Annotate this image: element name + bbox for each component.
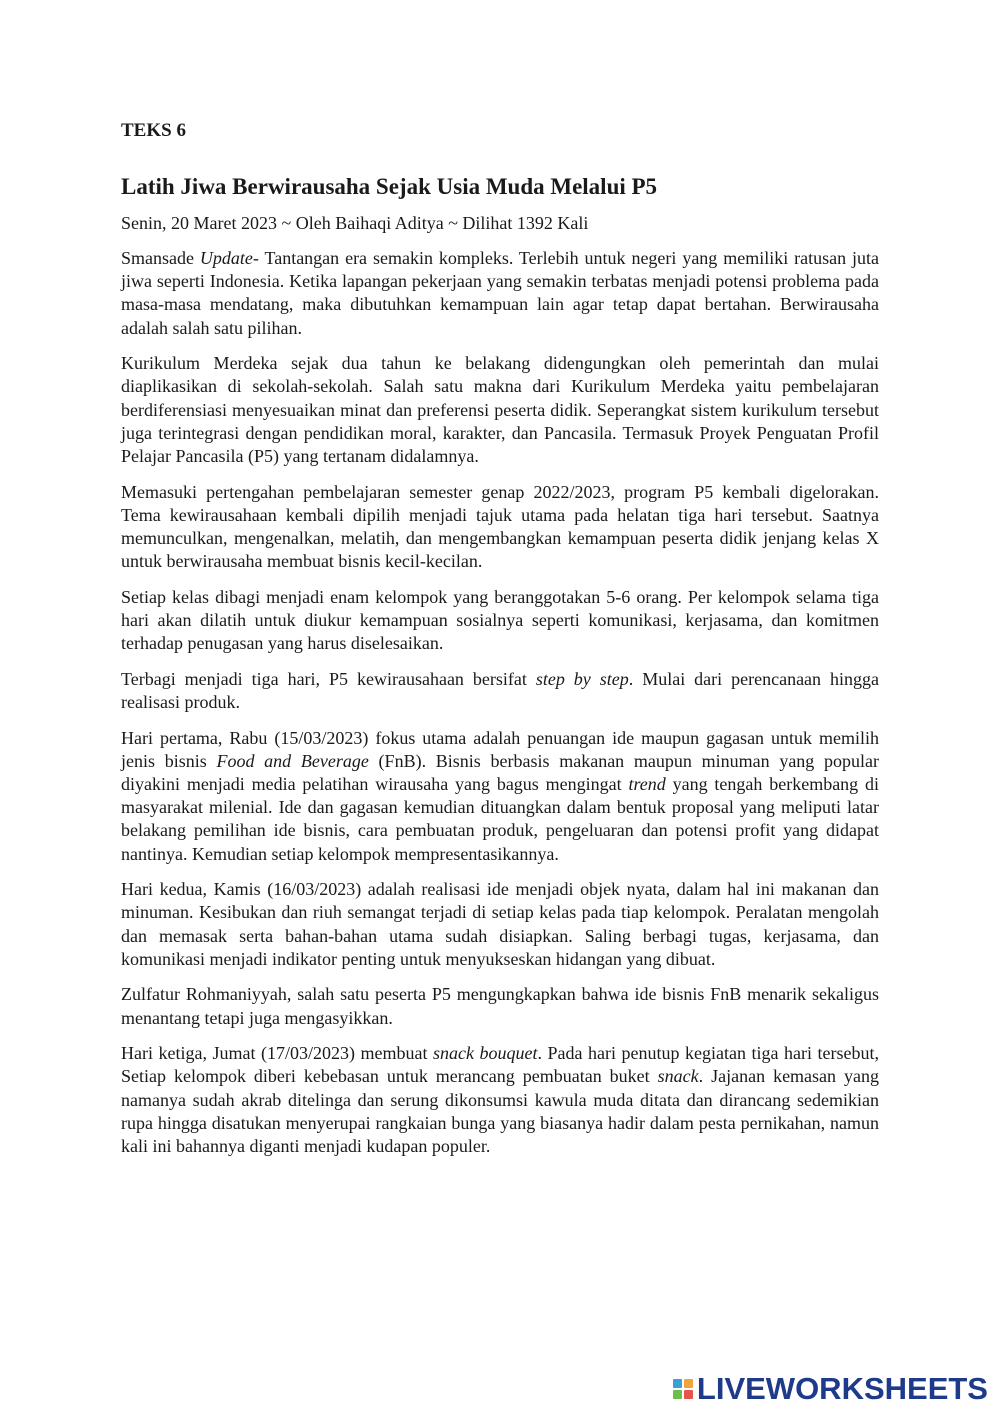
logo-tile-v bbox=[673, 1390, 682, 1399]
paragraph-6: Hari pertama, Rabu (15/03/2023) fokus utama adalah penuangan ide maupun gagasan untuk memilih jenis bisnis Food and Beverage (FnB). Bisnis berbasis makanan maupun minuman yang popular diyakini menjadi media pelatihan wirausaha yang bagus mengingat trend yang tengah berkembang di masyarakat milenial. Ide dan gagasan kemudian dituangkan dalam bentuk proposal yang meliputi latar belakang pemilihan ide bisnis, cara pembuatan produk, pengeluaran dan potensi profit yang didapat nantinya. Kemudian setiap kelompok mempresentasikannya. bbox=[121, 727, 880, 864]
paragraph-8: Zulfatur Rohmaniyyah, salah satu peserta P5 mengungkapkan bahwa ide bisnis FnB menarik sekaligus menantang tetapi juga mengasyikkan. bbox=[121, 984, 879, 1028]
paragraph-3: Memasuki pertengahan pembelajaran semester genap 2022/2023, program P5 kembali digelorakan. Tema kewirausahaan kembali dipilih menjadi tajuk utama pada helatan tiga hari tersebut. Saatnya memunculkan, mengenalkan, melatih, dan mengembangkan kemampuan peserta didik jenjang kelas X untuk berwirausaha membuat bisnis kecil-kecilan. bbox=[121, 481, 879, 572]
text-label: TEKS 6 bbox=[121, 120, 186, 141]
liveworksheets-wordmark: LIVEWORKSHEETS bbox=[696, 1371, 988, 1406]
paragraph-5: Terbagi menjadi tiga hari, P5 kewirausahaan bersifat step by step. Mulai dari perencanaan hingga realisasi produk. bbox=[121, 668, 879, 713]
document-page bbox=[121, 118, 879, 1171]
logo-tile-l bbox=[673, 1379, 682, 1388]
paragraph-9: Hari ketiga, Jumat (17/03/2023) membuat snack bouquet. Pada hari penutup kegiatan tiga hari tersebut, Setiap kelompok diberi kebebasan untuk merancang pembuatan buket snack. Jajanan kemasan yang namanya sudah akrab ditelinga dan serung dikonsumsi kawula muda ditata dan dirancang sedemikian rupa hingga disatukan menyerupai rangkaian bunga yang biasanya hadir dalam pesta pernikahan, namun kali ini bahannya diganti menjadi kudapan populer. bbox=[121, 1043, 880, 1157]
article-meta: Senin, 20 Maret 2023 ~ Oleh Baihaqi Aditya ~ Dilihat 1392 Kali bbox=[121, 213, 589, 233]
paragraph-1: Smansade Update- Tantangan era semakin kompleks. Terlebih untuk negeri yang memiliki ratusan juta jiwa seperti Indonesia. Ketika lapangan pekerjaan yang semakin terbatas menjadi potensi problema pada masa-masa mendatang, maka dibutuhkan kemampuan lain agar tetap dapat bertahan. Berwirausaha adalah salah satu pilihan. bbox=[121, 248, 879, 338]
logo-tile-i bbox=[684, 1379, 693, 1388]
article-title: Latih Jiwa Berwirausaha Sejak Usia Muda Melalui P5 bbox=[121, 174, 658, 199]
paragraph-2: Kurikulum Merdeka sejak dua tahun ke belakang didengungkan oleh pemerintah dan mulai diaplikasikan di sekolah-sekolah. Salah satu makna dari Kurikulum Merdeka yaitu pembelajaran berdiferensiasi menyesuaikan minat dan preferensi peserta didik. Seperangkat sistem kurikulum tersebut juga terintegrasi dengan pendidikan moral, karakter, dan Pancasila. Termasuk Proyek Penguatan Profil Pelajar Pancasila (P5) yang tertanam didalamnya. bbox=[121, 353, 879, 467]
liveworksheets-logo-icon bbox=[673, 1379, 693, 1399]
paragraph-7: Hari kedua, Kamis (16/03/2023) adalah realisasi ide menjadi objek nyata, dalam hal ini makanan dan minuman. Kesibukan dan riuh semangat terjadi di setiap kelas pada tiap kelompok. Peralatan mengolah dan memasak serta bahan-bahan utama sudah disiapkan. Saling berbagi tugas, kerjasama, dan komunikasi menjadi indikator penting untuk menyukseskan hidangan yang dibuat. bbox=[121, 879, 879, 969]
liveworksheets-watermark bbox=[673, 1373, 988, 1405]
logo-tile-e bbox=[684, 1390, 693, 1399]
paragraph-4: Setiap kelas dibagi menjadi enam kelompok yang beranggotakan 5-6 orang. Per kelompok selama tiga hari akan dilatih untuk diukur kemampuan sosialnya seperti komunikasi, kerjasama, dan komitmen terhadap penugasan yang harus diselesaikan. bbox=[121, 586, 879, 654]
